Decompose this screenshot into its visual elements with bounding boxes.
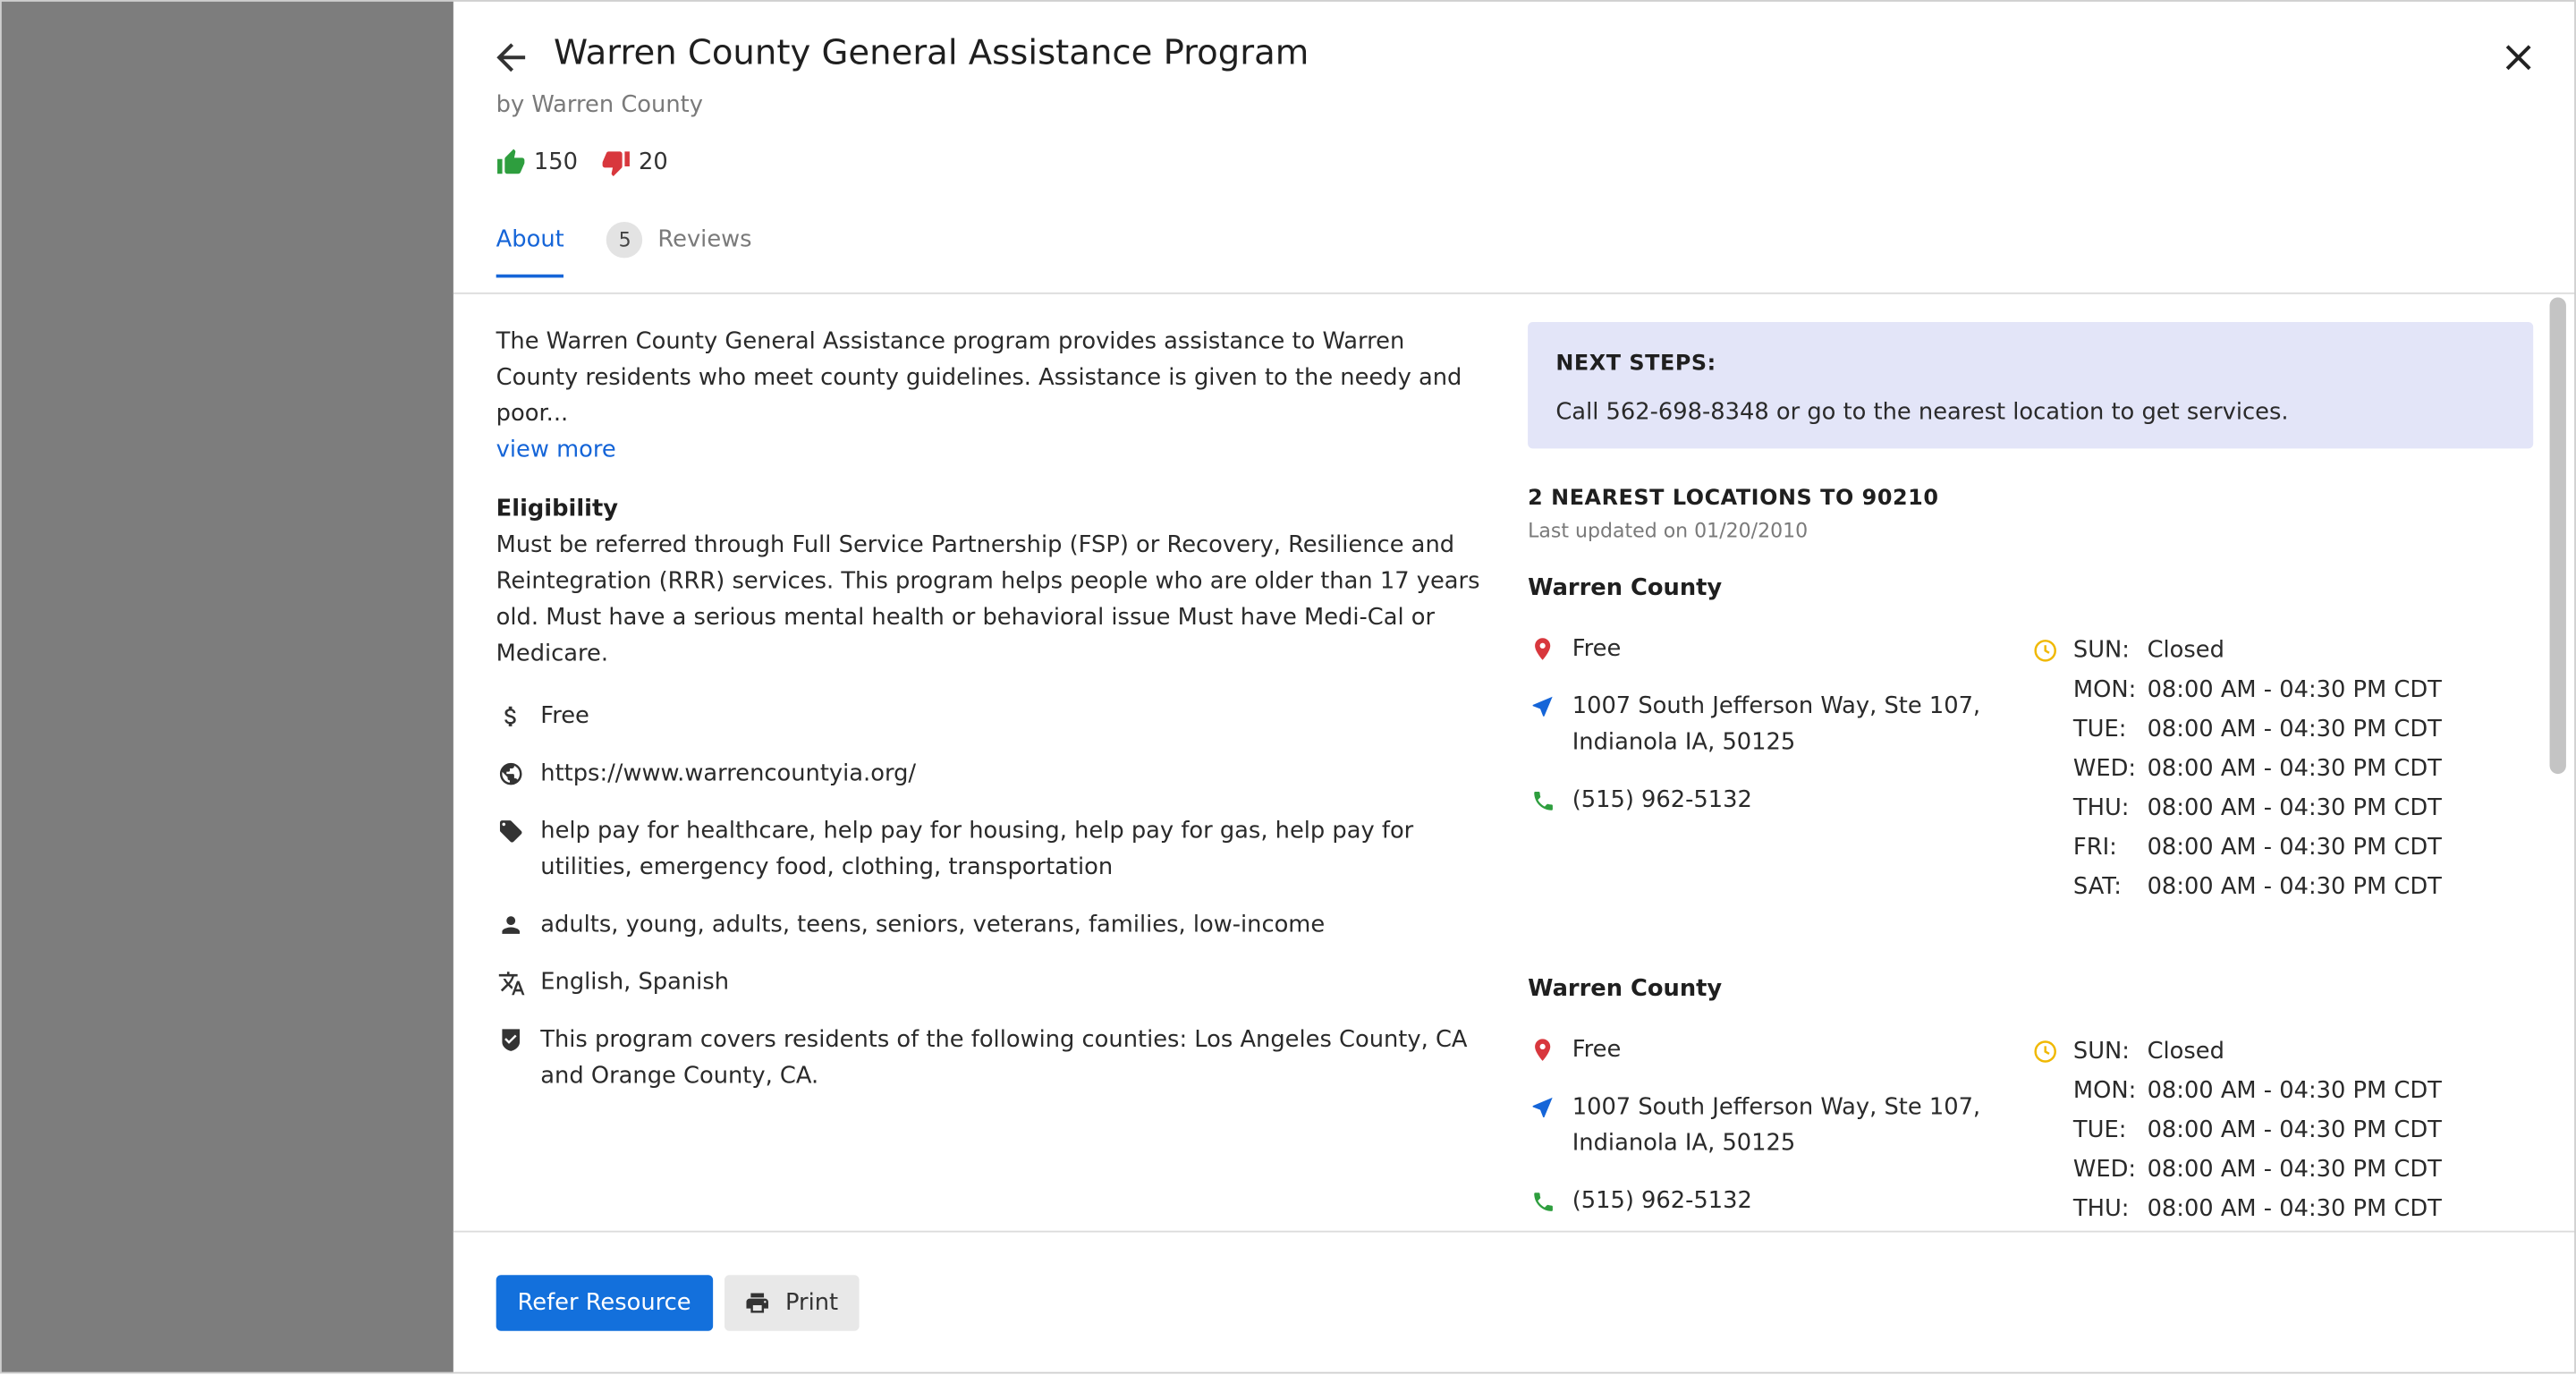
phone-icon xyxy=(1528,1183,1557,1218)
hours-row: THU: 08:00 AM - 04:30 PM CDT xyxy=(2072,794,2442,822)
location-cost: Free xyxy=(1572,635,1622,663)
provider-byline: by Warren County xyxy=(496,91,703,119)
location-phone[interactable]: (515) 962-5132 xyxy=(1572,1187,1752,1215)
location-address[interactable] xyxy=(1572,689,1980,761)
coverage-text: This program covers residents of the following counties: Los Angeles County, CA and Orange County, CA. xyxy=(540,1026,1468,1090)
hours-list xyxy=(2073,631,2442,907)
tab-bar xyxy=(496,226,752,277)
print-button-label: Print xyxy=(784,1289,839,1317)
location-name: Warren County xyxy=(1528,975,1723,1003)
printer-icon xyxy=(744,1290,770,1316)
cost-value: Free xyxy=(540,703,589,730)
map-pin-icon xyxy=(1528,1031,1557,1067)
panel-content[interactable] xyxy=(453,294,2576,1231)
tab-reviews[interactable] xyxy=(606,226,751,277)
eligibility-text: Must be referred through Full Service Partnership (FSP) or Recovery, Resilience and Reintegration (RRR) services. This program helps people who are older than 17 years old. Must have a serious mental health or behavioral issue Must have Medi-Cal or Medicare. xyxy=(496,532,1480,667)
coverage-row xyxy=(496,1022,1482,1094)
navigation-arrow-icon xyxy=(1528,1090,1557,1125)
hours-row: WED: 08:00 AM - 04:30 PM CDT xyxy=(2072,755,2442,783)
next-steps-text: Call 562-698-8348 or go to the nearest location to get services. xyxy=(1555,399,2289,426)
person-icon xyxy=(496,907,526,943)
next-steps-box xyxy=(1528,322,2533,448)
location-cost: Free xyxy=(1572,1036,1622,1064)
location-address-row xyxy=(1528,1090,2004,1162)
navigation-arrow-icon xyxy=(1528,689,1557,725)
services-list: help pay for healthcare, help pay for housing, help pay for gas, help pay for utilities, emergency food, clothing, transportation xyxy=(540,818,1414,881)
location-name: Warren County xyxy=(1528,574,1723,602)
tab-reviews-label: Reviews xyxy=(657,226,752,253)
resource-detail-panel xyxy=(453,0,2576,1373)
languages-row xyxy=(496,964,1482,1000)
hours-row: WED: 08:00 AM - 04:30 PM CDT xyxy=(2072,1157,2442,1184)
dollar-icon xyxy=(496,699,526,734)
clock-icon xyxy=(2030,1031,2060,1071)
next-steps-heading: NEXT STEPS: xyxy=(1555,352,1716,377)
hours-row: TUE: 08:00 AM - 04:30 PM CDT xyxy=(2072,1116,2442,1144)
languages-list: English, Spanish xyxy=(540,969,730,997)
hours-row: SUN: Closed xyxy=(2072,637,2224,665)
website-row xyxy=(496,756,1482,792)
phone-icon xyxy=(1528,782,1557,818)
hours-row: THU: 08:00 AM - 04:30 PM CDT xyxy=(2072,1196,2442,1223)
nearest-locations-heading: 2 NEAREST LOCATIONS TO 90210 xyxy=(1528,486,1939,512)
view-more-link[interactable]: view more xyxy=(496,437,616,463)
hours-row: FRI: 08:00 AM - 04:30 PM CDT xyxy=(2072,835,2442,861)
location-details xyxy=(1528,631,2004,839)
location-phone-row xyxy=(1528,1183,2004,1218)
cost-row xyxy=(496,699,1482,734)
hours-row: MON: 08:00 AM - 04:30 PM CDT xyxy=(2072,676,2442,704)
location-card xyxy=(1528,575,2533,943)
program-description: The Warren County General Assistance program provides assistance to Warren County residents who meet county guidelines. Assistance is given to the needy and poor... xyxy=(496,328,1462,428)
address-line-2: Indianola IA, 50125 xyxy=(1572,1130,1796,1158)
tag-icon xyxy=(496,813,526,849)
upvote-button[interactable] xyxy=(496,148,578,177)
hours-row: SAT: 08:00 AM - 04:30 PM CDT xyxy=(2072,874,2442,901)
panel-header xyxy=(453,0,2576,294)
locations-section xyxy=(1528,322,2533,1344)
reviews-count-badge: 5 xyxy=(606,222,642,258)
refer-resource-button[interactable]: Refer Resource xyxy=(496,1275,713,1330)
location-details xyxy=(1528,1031,2004,1240)
location-cost-row xyxy=(1528,1031,2004,1067)
thumbs-up-icon xyxy=(496,148,526,177)
globe-icon xyxy=(496,756,526,792)
page-title: Warren County General Assistance Program xyxy=(553,32,1309,72)
content-scrollbar[interactable] xyxy=(2550,297,2566,774)
downvote-button[interactable] xyxy=(601,148,668,177)
last-updated-text: Last updated on 01/20/2010 xyxy=(1528,519,1809,543)
downvote-count: 20 xyxy=(638,149,668,176)
clock-icon xyxy=(2030,631,2060,670)
location-address-row xyxy=(1528,689,2004,761)
location-hours xyxy=(2030,631,2442,907)
hours-row: SUN: Closed xyxy=(2072,1038,2224,1065)
vote-counts xyxy=(496,148,691,177)
overlay-backdrop[interactable] xyxy=(0,0,453,1373)
location-cost-row xyxy=(1528,631,2004,666)
eligibility-heading: Eligibility xyxy=(496,496,619,523)
hours-row: MON: 08:00 AM - 04:30 PM CDT xyxy=(2072,1077,2442,1105)
back-arrow-icon[interactable] xyxy=(489,36,532,79)
audience-list: adults, young, adults, teens, seniors, veterans, families, low-income xyxy=(540,912,1326,938)
website-link[interactable]: https://www.warrencountyia.org/ xyxy=(540,760,917,787)
tab-about[interactable]: About xyxy=(496,226,564,277)
audience-row xyxy=(496,907,1482,943)
thumbs-down-icon xyxy=(601,148,631,177)
close-icon[interactable] xyxy=(2497,36,2540,79)
about-section xyxy=(496,324,1482,1116)
location-address[interactable] xyxy=(1572,1090,1980,1162)
location-phone[interactable]: (515) 962-5132 xyxy=(1572,786,1752,814)
address-line-2: Indianola IA, 50125 xyxy=(1572,729,1796,756)
print-button[interactable] xyxy=(724,1275,860,1330)
map-pin-icon xyxy=(1528,631,1557,666)
hours-row: TUE: 08:00 AM - 04:30 PM CDT xyxy=(2072,716,2442,743)
translate-icon xyxy=(496,964,526,1000)
address-line-1: 1007 South Jefferson Way, Ste 107, xyxy=(1572,693,1981,720)
upvote-count: 150 xyxy=(533,149,579,176)
services-row xyxy=(496,813,1482,886)
address-line-1: 1007 South Jefferson Way, Ste 107, xyxy=(1572,1094,1981,1121)
location-phone-row xyxy=(1528,782,2004,818)
panel-footer xyxy=(453,1231,2576,1375)
shield-check-icon xyxy=(496,1022,526,1057)
